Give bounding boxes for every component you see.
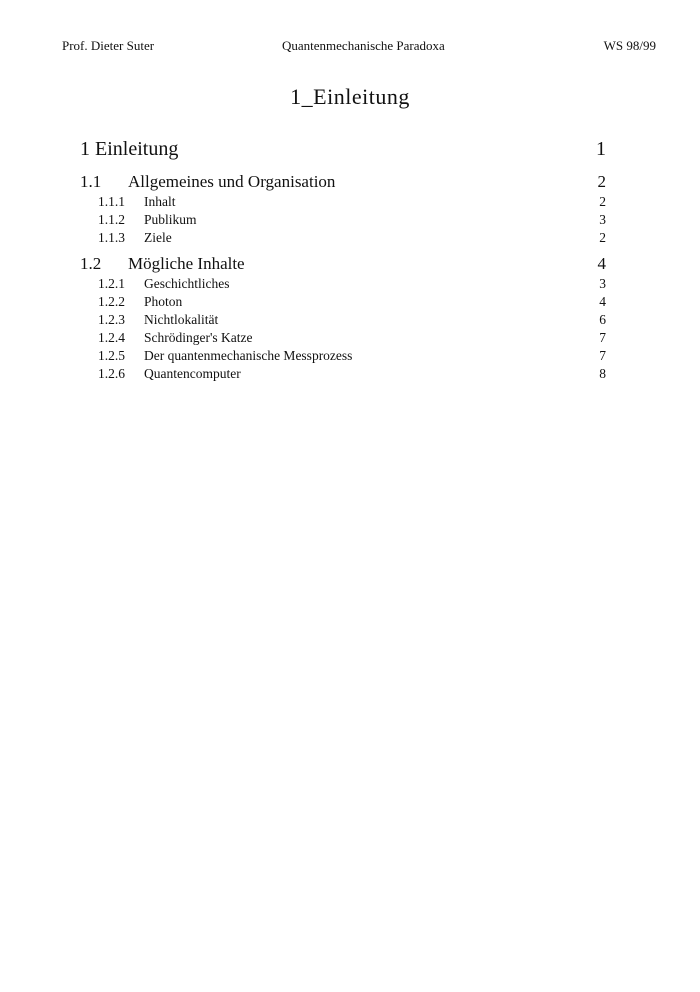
toc-subsection[interactable] — [80, 330, 606, 348]
toc-subsection-title: Ziele — [144, 230, 172, 245]
toc-subsection-number: 1.1.2 — [98, 212, 125, 227]
toc-subsection-title: Publikum — [144, 212, 197, 227]
header-author: Prof. Dieter Suter — [62, 38, 155, 53]
toc-subsection-number: 1.1.1 — [98, 194, 125, 209]
toc-page-number: 7 — [599, 348, 606, 363]
toc-subsection-number: 1.2.6 — [98, 366, 125, 381]
table-of-contents — [80, 138, 606, 384]
toc-subsection-number: 1.2.3 — [98, 312, 125, 327]
toc-subsection[interactable] — [80, 348, 606, 366]
toc-subsection-title: Nichtlokalität — [144, 312, 219, 327]
toc-page-number: 2 — [599, 230, 606, 245]
toc-subsection[interactable] — [80, 230, 606, 248]
toc-page-number: 6 — [599, 312, 606, 327]
toc-section-number: 1.1 — [80, 172, 102, 191]
toc-subsection[interactable] — [80, 194, 606, 212]
toc-subsection[interactable] — [80, 276, 606, 294]
toc-subsection-number: 1.1.3 — [98, 230, 125, 245]
toc-page-number: 2 — [597, 172, 606, 191]
toc-section[interactable] — [80, 172, 606, 194]
toc-subsection[interactable] — [80, 294, 606, 312]
toc-subsection-title: Quantencomputer — [144, 366, 241, 381]
toc-page-number: 8 — [599, 366, 606, 381]
toc-page-number: 4 — [597, 254, 606, 273]
toc-page-number: 3 — [599, 212, 606, 227]
toc-subsection-title: Schrödinger's Katze — [144, 330, 253, 345]
toc-page-number: 4 — [599, 294, 606, 309]
toc-subsection-title: Der quantenmechanische Messprozess — [144, 348, 353, 363]
toc-subsection-title: Geschichtliches — [144, 276, 230, 291]
toc-subsection-title: Photon — [144, 294, 183, 309]
header-semester: WS 98/99 — [603, 38, 656, 53]
header-course-title: Quantenmechanische Paradoxa — [282, 38, 445, 53]
toc-section-title: Allgemeines und Organisation — [128, 172, 336, 191]
toc-subsection[interactable] — [80, 312, 606, 330]
toc-page-number: 1 — [596, 138, 606, 160]
toc-section-title: Mögliche Inhalte — [128, 254, 245, 273]
toc-subsection-number: 1.2.4 — [98, 330, 125, 345]
toc-subsection-number: 1.2.1 — [98, 276, 125, 291]
toc-subsection-number: 1.2.5 — [98, 348, 125, 363]
toc-section-number: 1.2 — [80, 254, 102, 273]
toc-page-number: 2 — [599, 194, 606, 209]
toc-subsection-number: 1.2.2 — [98, 294, 125, 309]
page-title: 1_Einleitung — [290, 84, 410, 109]
toc-section[interactable] — [80, 254, 606, 276]
toc-page-number: 7 — [599, 330, 606, 345]
running-header — [62, 38, 656, 58]
toc-chapter-title: 1 Einleitung — [80, 138, 179, 160]
toc-page-number: 3 — [599, 276, 606, 291]
toc-subsection[interactable] — [80, 212, 606, 230]
toc-subsection-title: Inhalt — [144, 194, 176, 209]
toc-chapter[interactable] — [80, 138, 606, 166]
toc-subsection[interactable] — [80, 366, 606, 384]
